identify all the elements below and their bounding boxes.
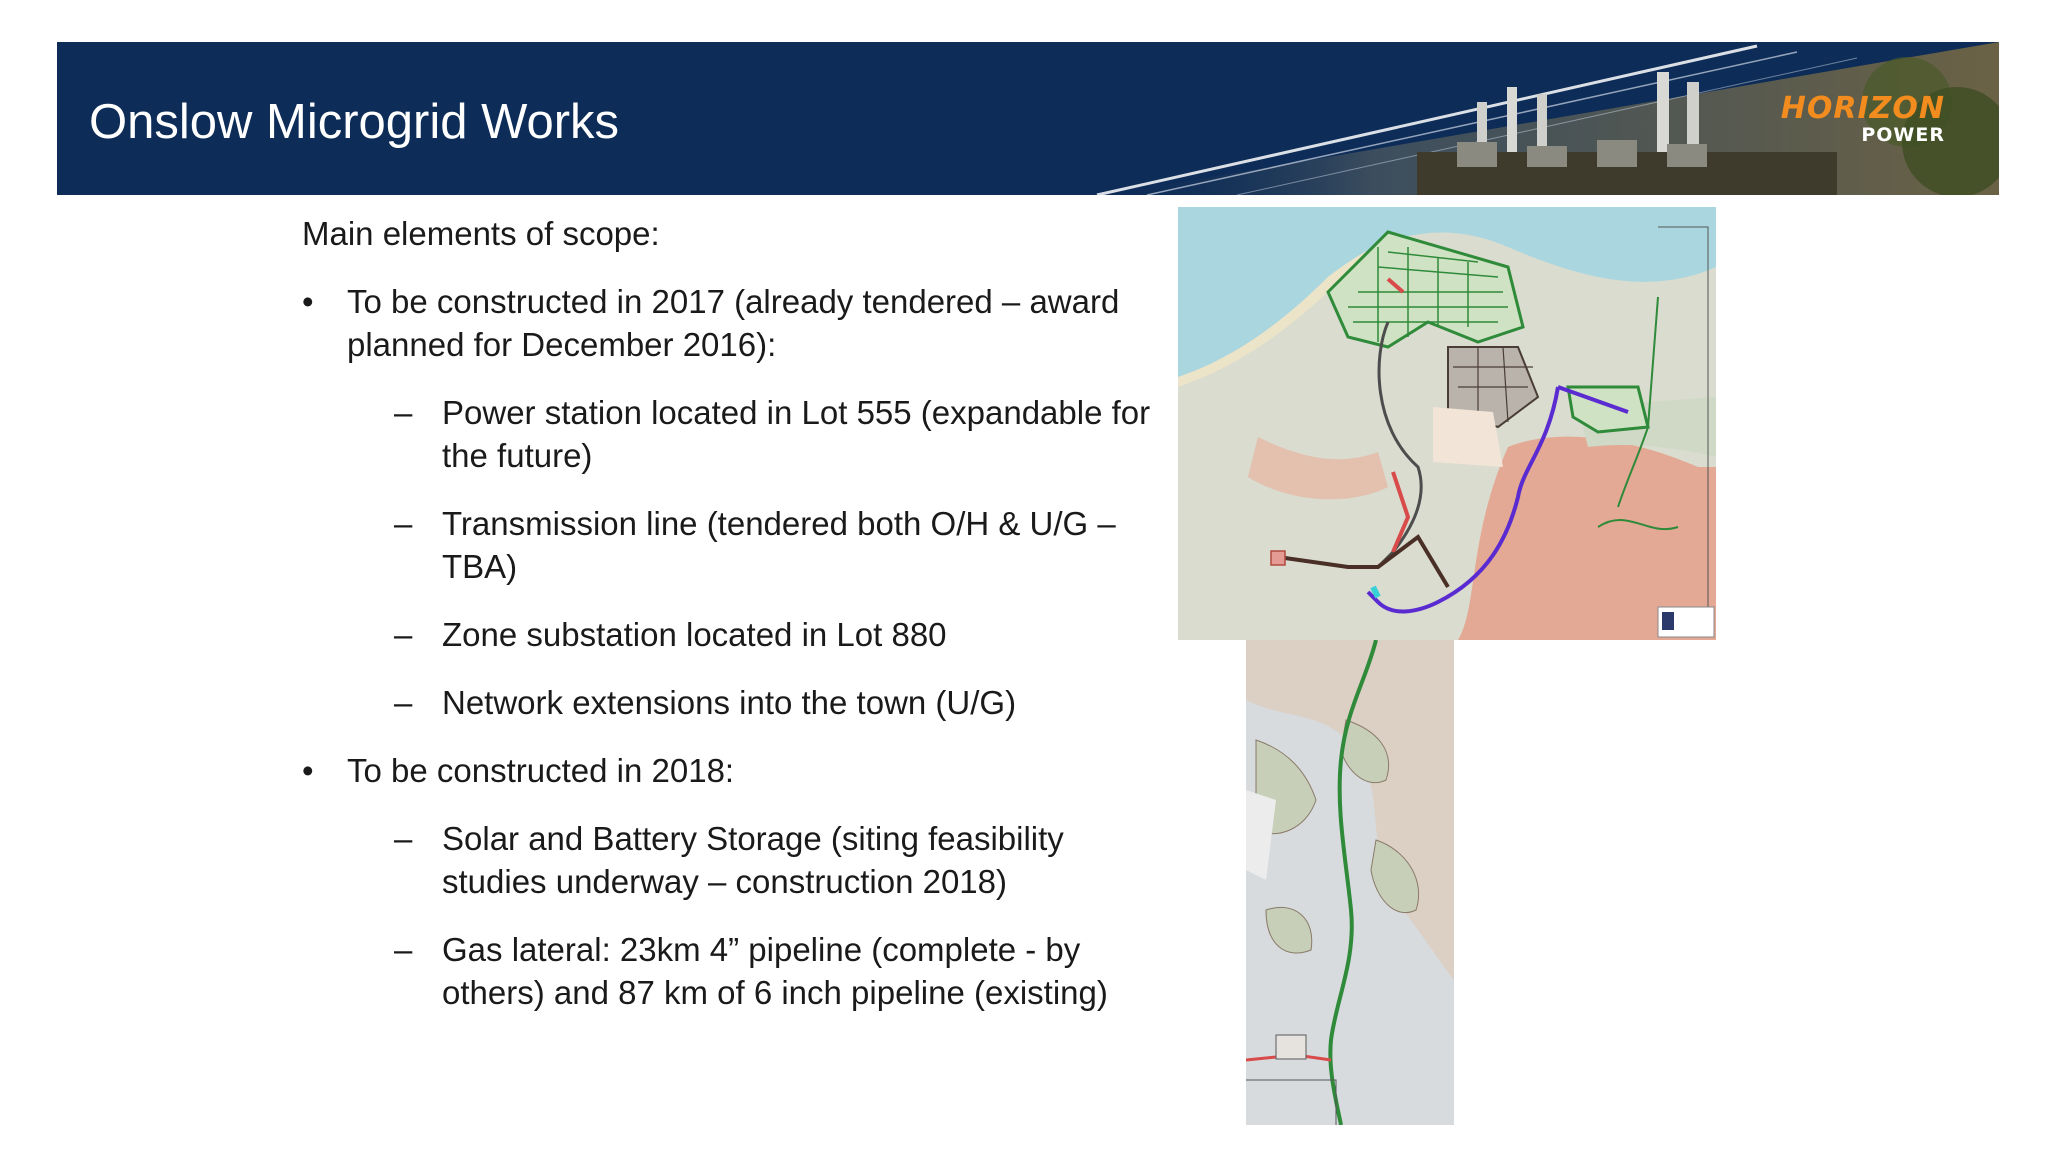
pipeline-corridor-map [1246,640,1454,1125]
dash-marker: – [394,820,413,857]
logo-text-power: POWER [1861,124,1945,146]
subitem-network-extensions [302,681,1162,724]
subitem-text: Solar and Battery Storage (siting feasibility studies underway – construction 2018) [442,820,1064,900]
bullet-2018 [302,749,1162,792]
subitem-text: Power station located in Lot 555 (expandable for the future) [442,394,1151,474]
dash-marker: – [394,394,413,431]
page-title: Onslow Microgrid Works [89,95,620,149]
horizon-power-logo [1780,91,1945,146]
subitem-text: Network extensions into the town (U/G) [442,684,1017,721]
subitem-solar-battery [302,817,1162,903]
town-network-map [1178,207,1716,640]
subitem-text: Transmission line (tendered both O/H & U/G – TBA) [442,505,1116,585]
subitem-zone-substation [302,613,1162,656]
bullet-text: To be constructed in 2018: [347,752,735,789]
dash-marker: – [394,616,413,653]
bullet-marker: • [302,752,314,789]
dash-marker: – [394,931,413,968]
scope-text-block [302,212,1162,1039]
scope-intro: Main elements of scope: [302,215,660,252]
subitem-text: Gas lateral: 23km 4” pipeline (complete - by others) and 87 km of 6 inch pipeline (existing) [442,931,1108,1011]
logo-text-horizon: HORIZON [1780,91,1945,126]
header-banner [57,42,1999,195]
dash-marker: – [394,505,413,542]
bullet-marker: • [302,283,314,320]
subitem-gas-lateral [302,928,1162,1014]
subitem-transmission-line [302,502,1162,588]
bullet-text: To be constructed in 2017 (already tendered – award planned for December 2016): [347,283,1120,363]
bullet-2017 [302,280,1162,366]
dash-marker: – [394,684,413,721]
subitem-text: Zone substation located in Lot 880 [442,616,947,653]
subitem-power-station [302,391,1162,477]
